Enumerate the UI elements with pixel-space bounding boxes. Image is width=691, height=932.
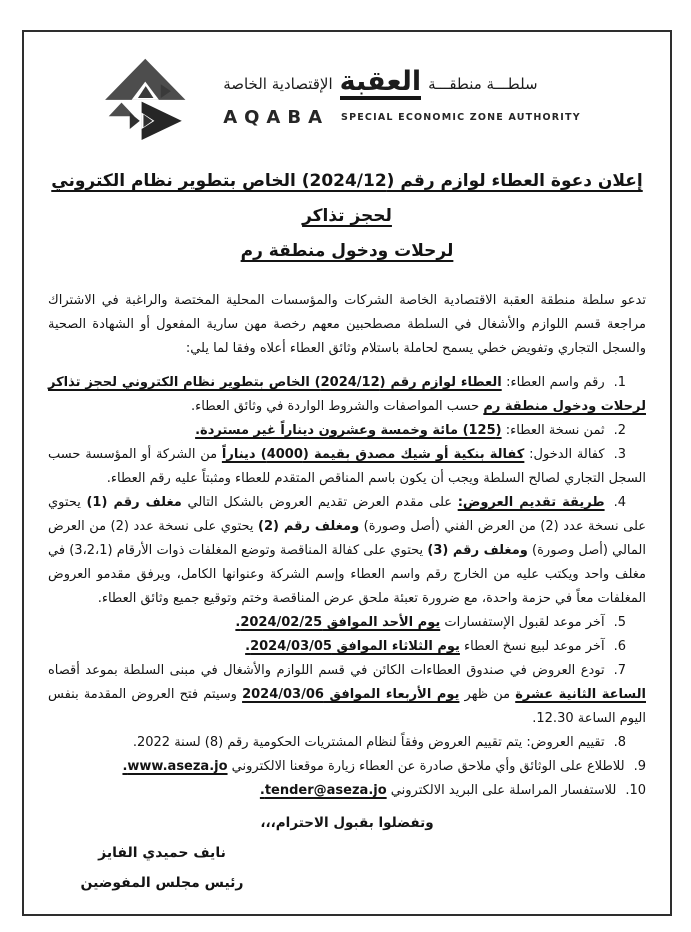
closing-salutation: وتفضلوا بقبول الاحترام،،، bbox=[260, 815, 434, 831]
list-item-9 bbox=[48, 755, 646, 779]
text-segment: يحتوي على نسخة عدد (2) من العرض الفني (أصل وصورة) bbox=[48, 495, 646, 534]
website-url: www.aseza.jo. bbox=[122, 759, 228, 774]
text-segment: ومغلف رقم (2) bbox=[258, 519, 360, 534]
item-number: 5. bbox=[613, 615, 626, 630]
text-segment: مغلف رقم (1) bbox=[86, 495, 182, 510]
document-header bbox=[32, 44, 638, 140]
text-segment: من الشركة أو المؤسسة حسب السجل التجاري لصالح السلطة ويجب أن يكون باسم المناقص المتقدم للعطاء ومثبتاً عليه رقم العطاء. bbox=[48, 447, 646, 486]
list-item-4 bbox=[48, 491, 646, 611]
signatory-name: نايف حميدي الفايز bbox=[98, 845, 226, 861]
list-item-10 bbox=[48, 779, 646, 803]
list-item-8 bbox=[48, 731, 646, 755]
list-item-6 bbox=[48, 635, 646, 659]
text-segment: تقييم العروض: يتم تقييم العروض وفقاً لنظام المشتريات الحكومية رقم (8) لسنة 2022. bbox=[132, 735, 605, 750]
text-segment: يوم الأربعاء الموافق 2024/03/06 bbox=[242, 687, 460, 702]
text-segment: رقم واسم العطاء: bbox=[501, 375, 605, 390]
signatory-title: رئيس مجلس المفوضين bbox=[80, 875, 244, 891]
item-number: 9. bbox=[633, 759, 646, 774]
text-segment: يوم الأحد الموافق 2024/02/25. bbox=[235, 615, 441, 630]
text-segment: للاستفسار المراسلة على البريد الالكتروني bbox=[386, 783, 617, 798]
item-number: 2. bbox=[613, 423, 626, 438]
item-number: 4. bbox=[613, 495, 626, 510]
text-segment: الساعة الثانية عشرة bbox=[515, 687, 646, 702]
text-segment: كفالة الدخول: bbox=[524, 447, 605, 462]
document-content bbox=[24, 32, 670, 831]
text-segment: على مقدم العرض تقديم العروض بالشكل التالي bbox=[181, 495, 458, 510]
text-segment: كفالة بنكية أو شيك مصدق بقيمة (4000) ديناراً bbox=[221, 447, 525, 462]
email-address: tender@aseza.jo. bbox=[259, 783, 387, 798]
list-item-5 bbox=[48, 611, 646, 635]
item-number: 3. bbox=[613, 447, 626, 462]
item-number: 1. bbox=[613, 375, 627, 390]
document-border-frame bbox=[22, 30, 672, 916]
list-item-1 bbox=[48, 371, 646, 419]
authority-arabic-suffix: الإقتصادية الخاصة bbox=[223, 75, 333, 93]
text-segment: حسب المواصفات والشروط الواردة في وثائق العطاء. bbox=[190, 399, 484, 414]
authority-name-arabic bbox=[223, 68, 537, 100]
item-number: 10. bbox=[625, 783, 646, 798]
item-number: 7. bbox=[613, 663, 626, 678]
text-segment: للاطلاع على الوثائق وأي ملاحق صادرة عن العطاء زيارة موقعنا الالكتروني bbox=[227, 759, 625, 774]
title-line-1: إعلان دعوة العطاء لوازم رقم (2024/12) الخاص بتطوير نظام الكتروني لحجز تذاكر bbox=[51, 171, 643, 226]
text-segment: ثمن نسخة العطاء: bbox=[501, 423, 605, 438]
authority-english-label: SPECIAL ECONOMIC ZONE AUTHORITY bbox=[341, 112, 581, 123]
tender-terms-list bbox=[44, 371, 650, 803]
text-segment: من ظهر bbox=[459, 687, 516, 702]
title-line-2: لرحلات ودخول منطقة رم bbox=[240, 241, 454, 261]
authority-name-english-row bbox=[223, 107, 581, 128]
authority-arabic-prefix: سلطـــة منطقـــة bbox=[428, 75, 538, 93]
text-segment: طريقة تقديم العروض: bbox=[457, 495, 605, 510]
list-item-2 bbox=[48, 419, 646, 443]
list-item-7 bbox=[48, 659, 646, 731]
tender-announcement-title bbox=[44, 164, 650, 269]
item-number: 6. bbox=[613, 639, 626, 654]
aqaba-english-wordmark: AQABA bbox=[223, 107, 330, 128]
list-item-3 bbox=[48, 443, 646, 491]
text-segment: يوم الثلاثاء الموافق 2024/03/05. bbox=[245, 639, 460, 654]
logo-text-block bbox=[223, 68, 581, 128]
text-segment: ومغلف رقم (3) bbox=[427, 543, 528, 558]
text-segment: تودع العروض في صندوق العطاءات الكائن في قسم اللوازم والأشغال في مبنى السلطة بموعد أقصاه bbox=[48, 663, 605, 678]
text-segment: آخر موعد لقبول الإستفسارات bbox=[440, 615, 605, 630]
text-segment: العطاء لوازم رقم (2024/12) الخاص بتطوير نظام الكتروني لحجز تذاكر لرحلات ودخول منطقة رم bbox=[48, 375, 646, 414]
text-segment: وسيتم فتح العروض المقدمة بنفس اليوم الساعة 12.30. bbox=[48, 687, 646, 726]
text-segment: (125) مائة وخمسة وعشرون ديناراً غير مستردة. bbox=[195, 423, 502, 438]
authority-arabic-aqaba-wordmark: العقبة bbox=[340, 68, 421, 100]
text-segment: يحتوي على نسخة عدد (2) من العرض المالي (أصل وصورة) bbox=[48, 519, 646, 558]
text-segment: يحتوي على كفالة المناقصة وتوضع المغلفات ذوات الأرقام (3،2،1) في مغلف واحد ويكتب عليه من الخارج رقم واسم العطاء وإسم الشركة وعنوانها الكامل، ويرفق مقدمو العروض المغلفات معاً في حزمة واحدة، مع ضرورة تعبئة ملحق عرض المناقصة وختم وتوقيع جميع وثائق العطاء. bbox=[48, 543, 646, 606]
signature-block bbox=[62, 838, 262, 898]
intro-paragraph: تدعو سلطة منطقة العقبة الاقتصادية الخاصة الشركات والمؤسسات المحلية المختصة والراغبة في الاشتراك مراجعة قسم اللوازم والأشغال في السلطة مصطحبين معهم رخصة مهن سارية المفعول أو الشهادة الصحية والسجل التجاري وتفويض خطي يسمح لحاملة باستلام وثائق العطاء أعلاه وفقا لما يلي: bbox=[48, 293, 646, 356]
aqaba-triangles-logo-icon bbox=[89, 56, 207, 140]
item-number: 8. bbox=[613, 735, 626, 750]
text-segment: آخر موعد لبيع نسخ العطاء bbox=[459, 639, 605, 654]
